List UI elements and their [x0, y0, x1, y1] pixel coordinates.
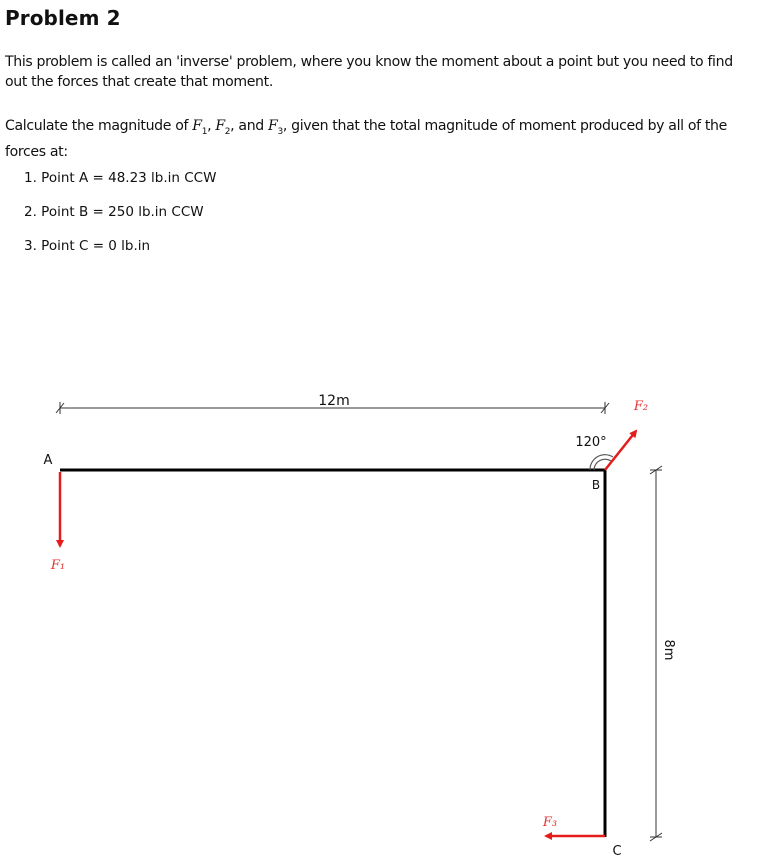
calc-sep1: ,: [207, 118, 216, 134]
calc-sep2: , and: [230, 118, 269, 134]
force-f2-arrow: [605, 431, 636, 470]
beam-diagram: [0, 380, 761, 859]
list-item: 1. Point A = 48.23 lb.in CCW: [24, 170, 217, 186]
calculate-paragraph: [5, 116, 757, 162]
force-f2-label: F₂: [633, 399, 649, 414]
f1-symbol: F: [192, 118, 202, 134]
f2-subscript: 2: [224, 126, 231, 137]
f3-subscript: 3: [277, 126, 283, 137]
intro-paragraph: This problem is called an 'inverse' problem, where you know the moment about a point but you need to find out the forces that create that moment.: [5, 54, 733, 90]
angle-label: 120°: [575, 435, 607, 450]
point-b-label: B: [591, 478, 601, 492]
problem-title: Problem 2: [5, 6, 121, 30]
f2-symbol: F: [215, 118, 225, 134]
force-f1-label: F₁: [50, 558, 66, 573]
calc-suffix: , given that the total magnitude of moment produced by all of the forces at:: [5, 118, 727, 160]
calc-prefix: Calculate the magnitude of: [5, 118, 193, 134]
point-c-label: C: [612, 844, 622, 859]
force-f3-label: F₃: [542, 815, 558, 830]
beam: [60, 470, 605, 837]
moment-list: [24, 168, 216, 270]
list-item: 2. Point B = 250 lb.in CCW: [24, 204, 204, 220]
list-item: 3. Point C = 0 lb.in: [24, 238, 151, 254]
f3-symbol: F: [268, 118, 278, 134]
dimension-label-vertical: 8m: [661, 639, 676, 661]
point-a-label: A: [43, 453, 53, 468]
f1-subscript: 1: [201, 126, 208, 137]
dimension-label-horizontal: 12m: [318, 393, 350, 409]
